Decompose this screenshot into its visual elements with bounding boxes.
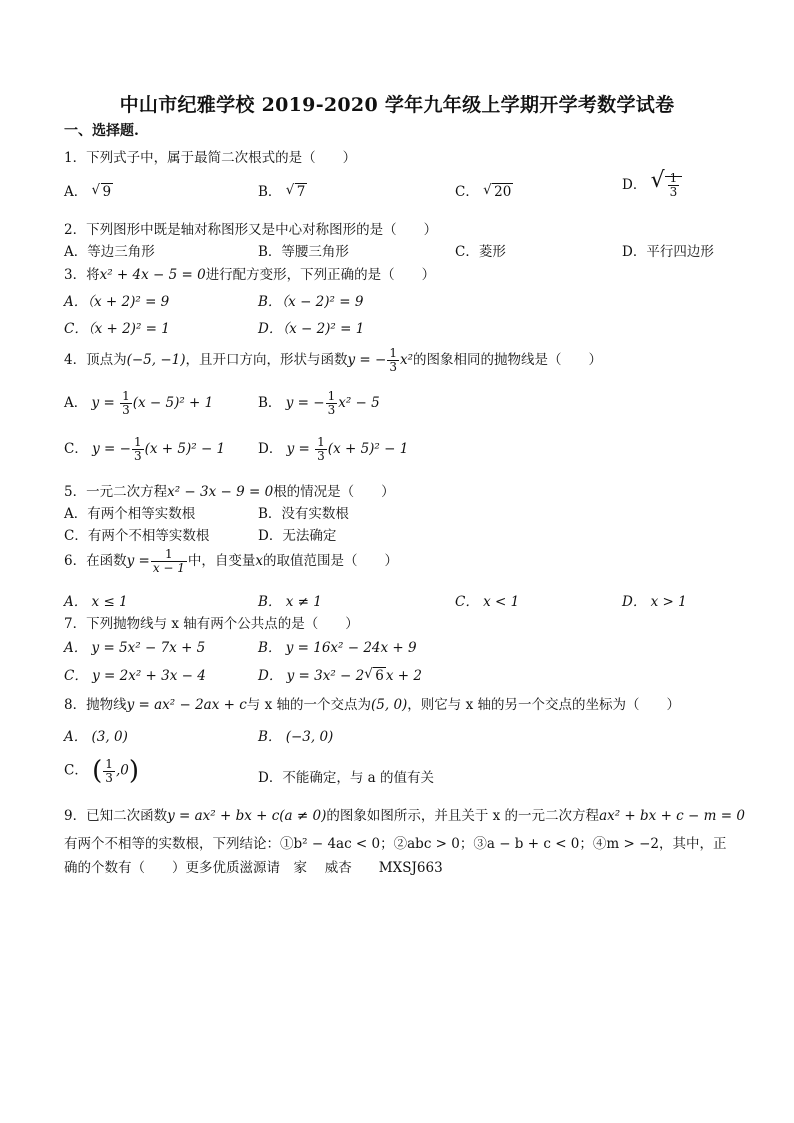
q9-line3: 确的个数有（ ）更多优质滋源请 家 威杏 MXSJ663 [64,860,443,876]
q1-option-d: D． √ $\frac{1}{3}$ [622,172,682,199]
exam-title: 中山市纪雅学校 2019-2020 学年九年级上学期开学考数学试卷 [119,94,675,116]
q1-stem: 1．下列式子中，属于最简二次根式的是（ ） [64,150,357,166]
q2-option-c: C．菱形 [455,244,506,260]
q8-option-b: B． (−3, 0) [258,729,334,745]
q5-option-a: A．有两个相等实数根 [64,506,196,522]
q7-option-b: B． y = 16x² − 24x + 9 [258,640,417,656]
q4-option-c: C． y = − $\frac{1}{3}$ (x + 5)² − 1 [64,435,226,463]
q2-option-b: B．等腰三角形 [258,244,349,260]
q7-option-d: D． y = 3x² − 2 √ 6 x + 2 [258,666,422,684]
q3-option-d: D．（x − 2)² = 1 [258,321,365,337]
section-heading: 一、选择题. [64,123,139,139]
q8-option-c: C． ( $\frac{1}{3}$ ,0) [64,756,139,786]
q4-option-b: B． y = − $\frac{1}{3}$ x² − 5 [258,389,380,417]
q7-option-a: A． y = 5x² − 7x + 5 [64,640,206,656]
q6-option-c: C． x < 1 [455,594,520,610]
q6-option-a: A． x ≤ 1 [64,594,128,610]
q3-option-c: C．（x + 2)² = 1 [64,321,170,337]
q7-option-c: C． y = 2x² + 3x − 4 [64,668,206,684]
q8-option-a: A． (3, 0) [64,729,128,745]
q5-option-b: B．没有实数根 [258,506,349,522]
q5-option-c: C．有两个不相等实数根 [64,528,210,544]
q4-option-d: D． y = $\frac{1}{3}$ (x + 5)² − 1 [258,435,409,463]
q9-line2: 有两个不相等的实数根，下列结论：①b² − 4ac < 0；②abc > 0；③a − b + c < 0；④m > −2，其中，正 [64,836,727,852]
q3-option-b: B．（x − 2)² = 9 [258,294,364,310]
q6-option-d: D． x > 1 [622,594,687,610]
q2-option-d: D．平行四边形 [622,244,714,260]
q6-stem: 6．在函数y = $\frac{1}{x - 1}$ 中，自变量x的取值范围是（ ） [64,547,399,575]
q8-option-d: D．不能确定，与 a 的值有关 [258,770,434,786]
q4-option-a: A． y = $\frac{1}{3}$ (x − 5)² + 1 [64,389,214,417]
q7-stem: 7．下列抛物线与 x 轴有两个公共点的是（ ） [64,616,359,632]
q8-stem: 8．抛物线y = ax² − 2ax + c与 x 轴的一个交点为(5, 0)，则它与 x 轴的另一个交点的坐标为（ ） [64,697,680,713]
q1-option-a: A． √ 9 [64,182,112,200]
q1-option-c: C． √ 20 [455,182,512,200]
q5-option-d: D．无法确定 [258,528,337,544]
q5-stem: 5．一元二次方程x² − 3x − 9 = 0根的情况是（ ） [64,484,395,500]
q3-stem: 3．将x² + 4x − 5 = 0进行配方变形，下列正确的是（ ） [64,267,436,283]
q3-option-a: A．（x + 2)² = 9 [64,294,170,310]
q4-stem: 4．顶点为(−5, −1)，且开口方向，形状与函数y = − $\frac{1}{3}$ x²的图象相同的抛物线是（ ） [64,346,603,374]
q9-line1: 9．已知二次函数y = ax² + bx + c(a ≠ 0)的图象如图所示，并且关于 x 的一元二次方程ax² + bx + c − m = 0 [64,808,745,824]
q1-option-b: B． √ 7 [258,182,306,200]
q2-stem: 2．下列图形中既是轴对称图形又是中心对称图形的是（ ） [64,222,438,238]
q6-option-b: B． x ≠ 1 [258,594,322,610]
q2-option-a: A．等边三角形 [64,244,155,260]
